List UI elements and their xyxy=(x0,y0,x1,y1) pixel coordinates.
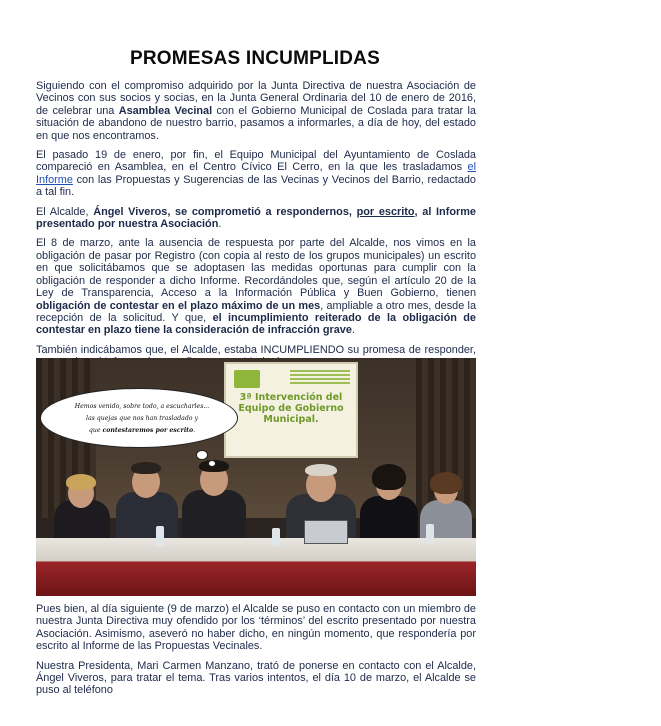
paragraph-5: También indicábamos que, el Alcalde, estaba INCUMPLIENDO su promesa de responder, xyxy=(36,343,476,356)
paragraph-3: El Alcalde, Ángel Viveros, se comprometió a respondernos, por escrito, al Informe presentado por nuestra Asociación. xyxy=(36,205,476,231)
speech-bubble-text: Hemos venido, sobre todo, a escucharles... las quejas que nos han trasladado y que contestaremos por escrito. xyxy=(74,403,210,434)
water-bottle xyxy=(156,526,164,546)
meeting-photo xyxy=(36,358,476,596)
projection-screen xyxy=(224,362,358,458)
screen-caption: 3ª Intervención del Equipo de Gobierno Municipal. xyxy=(238,392,344,425)
speech-bubble xyxy=(40,388,238,448)
screen-logo xyxy=(234,370,260,388)
paragraph-6: Pues bien, al día siguiente (9 de marzo) el Alcalde se puso en contacto con un miembro de nuestra Junta Directiva muy ofendido por los ‘términos’ del escrito presentado por nuestra Asociación. Asimismo, aseveró no haber dicho, en ningún momento, que respondería por escrito al Informe de las Propuestas Vecinales. xyxy=(36,603,476,653)
paragraph-2: El pasado 19 de enero, por fin, el Equipo Municipal del Ayuntamiento de Coslada compareció en Asamblea, en el Centro Cívico El Cerro, en la que les trasladamos el Informe con las Propuestas y Sugerencias de las Vecinas y Vecinos del Barrio, redactado a tal fin. xyxy=(36,149,476,199)
laptop xyxy=(304,520,348,544)
screen-header-lines xyxy=(290,370,350,386)
water-bottle xyxy=(272,528,280,546)
page-title: PROMESAS INCUMPLIDAS xyxy=(130,48,380,69)
article-body xyxy=(36,80,476,376)
paragraph-7: Nuestra Presidenta, Mari Carmen Manzano, trató de ponerse en contacto con el Alcalde, Ángel Viveros, para tratar el tema. Tras varios intentos, el día 10 de marzo, el Alcalde se puso al teléfono xyxy=(36,659,476,697)
water-bottle xyxy=(426,524,434,544)
paragraph-1: Siguiendo con el compromiso adquirido por la Junta Directiva de nuestra Asociación de Vecinos con sus socios y socias, en la Junta General Ordinaria del 10 de enero de 2016, de celebrar una Asamblea Vecinal con el Gobierno Municipal de Coslada para tratar la situación de abandono de nuestro barrio, pasamos a informarles, a día de hoy, del estado en que nos encontramos. xyxy=(36,80,476,142)
speech-bubble-tail xyxy=(196,450,208,460)
paragraph-4: El 8 de marzo, ante la ausencia de respuesta por parte del Alcalde, nos vimos en la obligación de pasar por Registro (con copia al resto de los grupos municipales) un escrito en que solicitábamos que se adoptasen las medidas oportunas para cumplir con la obligación de responder a dicho Informe. Recordándoles que, según el artículo 20 de la Ley de Transparencia, Acceso a la Información Pública y Buen Gobierno, tienen obligación de contestar en el plazo máximo de un mes, ampliable a otro mes, desde la recepción de la solicitud. Y que, el incumplimiento reiterado de la obligación de contestar en plazo tiene la consideración de infracción grave. xyxy=(36,237,476,337)
speech-bubble-tail xyxy=(208,460,216,467)
table-cloth xyxy=(36,562,476,596)
informe-link[interactable]: el Informe xyxy=(36,161,476,186)
article-body-continued xyxy=(36,603,476,704)
